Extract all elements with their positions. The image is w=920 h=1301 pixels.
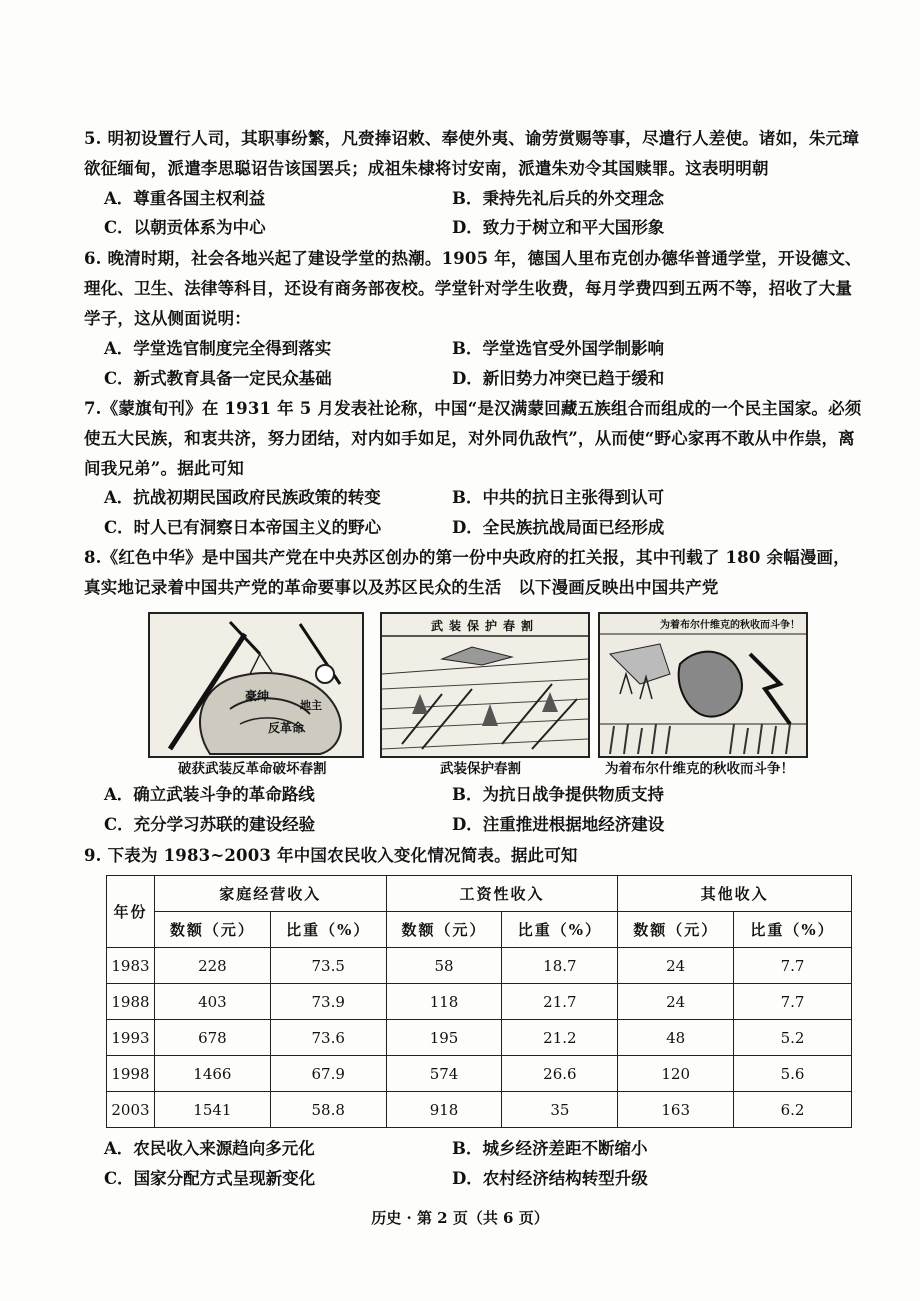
comic-1-caption: 破获武装反革命破坏春割 xyxy=(178,761,327,777)
q8-option-c[interactable]: C．充分学习苏联的建设经验 xyxy=(104,815,316,834)
q8-option-a[interactable]: A．确立武装斗争的革命路线 xyxy=(104,785,315,804)
cell-value: 58 xyxy=(386,948,502,984)
comic-panel-3 xyxy=(598,612,808,758)
comic-2-illustration xyxy=(382,614,588,756)
comic-1-label-0: 反革命 xyxy=(268,721,305,735)
subheader-amount: 数额（元） xyxy=(618,912,734,948)
cell-value: 1541 xyxy=(154,1092,270,1128)
cell-value: 5.6 xyxy=(734,1056,852,1092)
q9-option-d[interactable]: D．农村经济结构转型升级 xyxy=(452,1169,648,1188)
cell-value: 5.2 xyxy=(734,1020,852,1056)
table-row xyxy=(107,1056,852,1092)
question-9-stem: 9. 下表为 1983~2003 年中国农民收入变化情况简表。据此可知 xyxy=(84,846,578,865)
cell-value: 73.9 xyxy=(270,984,386,1020)
question-7 xyxy=(84,394,864,484)
table-row xyxy=(107,1020,852,1056)
cell-value: 918 xyxy=(386,1092,502,1128)
q7-option-d[interactable]: D．全民族抗战局面已经形成 xyxy=(452,518,665,537)
cell-value: 24 xyxy=(618,948,734,984)
cell-value: 163 xyxy=(618,1092,734,1128)
table-row xyxy=(107,1092,852,1128)
subheader-amount: 数额（元） xyxy=(386,912,502,948)
q7-option-c[interactable]: C．时人已有洞察日本帝国主义的野心 xyxy=(104,518,382,537)
question-8-stem: 8.《红色中华》是中国共产党在中央苏区创办的第一份中央政府的扛关报，其中刊载了 180 余幅漫画，真实地记录着中国共产党的革命要事以及苏区民众的生活 以下漫画反映出中国共产党 xyxy=(84,548,850,597)
comic-3-illustration xyxy=(600,614,806,756)
cell-value: 48 xyxy=(618,1020,734,1056)
table-row xyxy=(107,984,852,1020)
question-6 xyxy=(84,244,864,334)
cell-year: 2003 xyxy=(107,1092,155,1128)
comic-2-caption: 武装保护春割 xyxy=(440,761,521,777)
comic-1-label-1: 豪绅 xyxy=(245,689,270,703)
cell-value: 21.7 xyxy=(502,984,618,1020)
question-7-stem: 7.《蒙旗旬刊》在 1931 年 5 月发表社论称，中国“是汉满蒙回藏五族组合而组成的一个民主国家。必须使五大民族，和衷共济，努力团结，对内如手如足，对外同仇敌忾”，从而使“野心家再不敢从中作祟，离间我兄弟”。据此可知 xyxy=(84,399,862,478)
q6-option-d[interactable]: D．新旧势力冲突已趋于缓和 xyxy=(452,369,665,388)
page-footer: 历史 · 第 2 页（共 6 页） xyxy=(371,1209,549,1227)
cell-value: 7.7 xyxy=(734,984,852,1020)
cell-value: 228 xyxy=(154,948,270,984)
question-8 xyxy=(84,543,864,603)
header-group-household: 家庭经营收入 xyxy=(154,876,386,912)
table-subheader-row xyxy=(107,912,852,948)
question-6-stem: 6. 晚清时期，社会各地兴起了建设学堂的热潮。1905 年，德国人里布克创办德华普通学堂，开设德文、理化、卫生、法律等科目，还设有商务部夜校。学堂针对学生收费，每月学费四到五两不等，招收了大量学子，这从侧面说明： xyxy=(84,249,862,328)
cell-year: 1988 xyxy=(107,984,155,1020)
q6-option-a[interactable]: A．学堂选官制度完全得到落实 xyxy=(104,339,332,358)
comic-strip xyxy=(148,612,808,762)
cell-value: 6.2 xyxy=(734,1092,852,1128)
cell-value: 403 xyxy=(154,984,270,1020)
cell-year: 1998 xyxy=(107,1056,155,1092)
cell-value: 574 xyxy=(386,1056,502,1092)
cell-value: 67.9 xyxy=(270,1056,386,1092)
cell-year: 1993 xyxy=(107,1020,155,1056)
q9-option-c[interactable]: C．国家分配方式呈现新变化 xyxy=(104,1169,316,1188)
header-group-wage: 工资性收入 xyxy=(386,876,618,912)
q7-option-b[interactable]: B．中共的抗日主张得到认可 xyxy=(452,488,664,507)
cell-value: 73.5 xyxy=(270,948,386,984)
subheader-share: 比重（%） xyxy=(502,912,618,948)
table-header-row xyxy=(107,876,852,912)
q7-option-a[interactable]: A．抗战初期民国政府民族政策的转变 xyxy=(104,488,381,507)
cell-value: 26.6 xyxy=(502,1056,618,1092)
comic-1-label-2: 地主 xyxy=(300,699,322,712)
cell-value: 120 xyxy=(618,1056,734,1092)
q9-option-b[interactable]: B．城乡经济差距不断缩小 xyxy=(452,1139,648,1158)
cell-value: 118 xyxy=(386,984,502,1020)
cell-value: 35 xyxy=(502,1092,618,1128)
q6-option-b[interactable]: B．学堂选官受外国学制影响 xyxy=(452,339,664,358)
comic-3-title: 为着布尔什维克的秋收而斗争！ xyxy=(660,620,800,631)
cell-value: 58.8 xyxy=(270,1092,386,1128)
question-5 xyxy=(84,124,864,184)
header-year: 年份 xyxy=(107,876,155,948)
q6-option-c[interactable]: C．新式教育具备一定民众基础 xyxy=(104,369,332,388)
q8-option-b[interactable]: B．为抗日战争提供物质支持 xyxy=(452,785,664,804)
cell-value: 7.7 xyxy=(734,948,852,984)
subheader-share: 比重（%） xyxy=(270,912,386,948)
q9-option-a[interactable]: A．农民收入来源趋向多元化 xyxy=(104,1139,315,1158)
table-row xyxy=(107,948,852,984)
q5-option-d[interactable]: D．致力于树立和平大国形象 xyxy=(452,218,665,237)
cell-value: 18.7 xyxy=(502,948,618,984)
q5-option-b[interactable]: B．秉持先礼后兵的外交理念 xyxy=(452,189,664,208)
question-9 xyxy=(84,841,864,871)
cell-value: 195 xyxy=(386,1020,502,1056)
subheader-share: 比重（%） xyxy=(734,912,852,948)
comic-3-caption: 为着布尔什维克的秋收而斗争！ xyxy=(605,761,794,777)
comic-1-illustration xyxy=(150,614,362,756)
question-5-stem: 5. 明初设置行人司，其职事纷繁，凡赍捧诏敕、奉使外夷、谕劳赏赐等事，尽遣行人差使。诸如，朱元璋欲征缅甸，派遣李思聪诏告该国罢兵；成祖朱棣将讨安南，派遣朱劝令其国赎罪。这表明明朝 xyxy=(84,129,860,178)
cell-year: 1983 xyxy=(107,948,155,984)
cell-value: 24 xyxy=(618,984,734,1020)
income-table xyxy=(106,875,852,1128)
comic-panel-1 xyxy=(148,612,364,758)
q8-option-d[interactable]: D．注重推进根据地经济建设 xyxy=(452,815,665,834)
header-group-other: 其他收入 xyxy=(618,876,852,912)
cell-value: 73.6 xyxy=(270,1020,386,1056)
q5-option-a[interactable]: A．尊重各国主权利益 xyxy=(104,189,266,208)
cell-value: 678 xyxy=(154,1020,270,1056)
comic-2-title: 武装保护春割 xyxy=(430,619,540,633)
cell-value: 21.2 xyxy=(502,1020,618,1056)
comic-panel-2 xyxy=(380,612,590,758)
subheader-amount: 数额（元） xyxy=(154,912,270,948)
cell-value: 1466 xyxy=(154,1056,270,1092)
q5-option-c[interactable]: C．以朝贡体系为中心 xyxy=(104,218,266,237)
